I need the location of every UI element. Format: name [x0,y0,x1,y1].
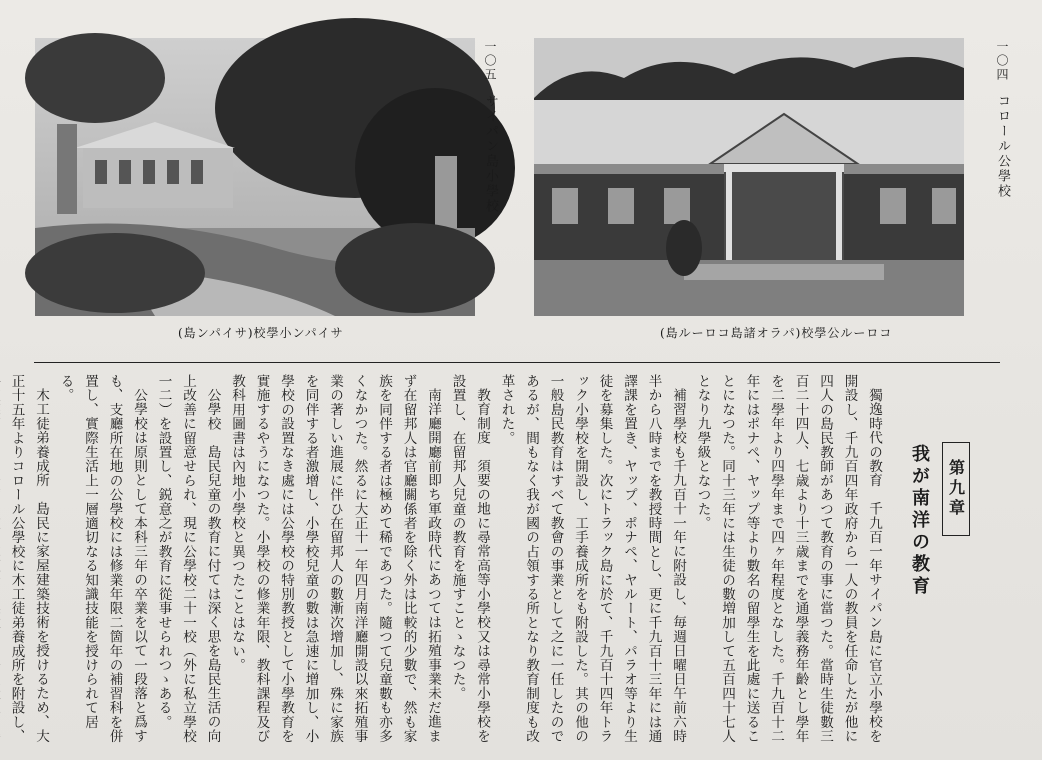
photo-number-105: 一〇五 [483,40,497,82]
paragraph: 木工徒弟養成所 島民に家屋建築技術を授けるため、大正十五年よりコロール公學校に木工徒弟養成所を附設し、 [8,374,49,744]
chapter-title: 我が南洋の教育 [909,444,930,598]
saipan-school-photo [35,38,475,316]
paragraph: 獨逸時代の教育 千九百一年サイパン島に官立小學校を開設し、千九百四年政府から一人の教員を任命したが他に四人の島民教師があつて教育の事に當つた。當時生徒數三百二十四人、七歳より十三歳までを通學義務年齡とし學年を二學年より四學年まで四ヶ年程度となした。千九百十二年にはポナペ、ヤップ等より數名の留學生を此處に送ることになつた。同十三年には生徒の數増加して五百四十七人となり九學級となつた。 [694,374,882,744]
photo-title-koror: コロール公學校 [995,94,1010,199]
photo-title-saipan: サイパン島小學校 [483,94,498,214]
paragraph: 補習學校も千九百十一年に附設し、毎週日曜日午前六時半から八時までを教授時間とし、更に千九百十三年には通譯課を置き、ヤップ、ポナペ、ヤルート、パラオ等より生徒を募集した。次にトラック島に於て、千九百十四年トラック小學校を開設し、工手養成所をも附設した。其の他の一般島民教育はすべて教會の事業として之に一任したのであるが、間もなく我が國の占領する所となり教育制度も改革された。 [498,374,686,744]
chapter-number-box [942,442,970,536]
photo-number-104: 一〇四 [995,40,1009,82]
paragraph: 教育制度 須要の地に尋常高等小學校又は尋常小學校を設置し、在留邦人兒童の教育を施すことゝなつた。 [449,374,490,743]
chapter-number: 第九章 [946,459,966,519]
paragraph: 公學校は原則として本科三年の卒業を以て一段落と爲すも、支廳所在地の公學校には修業年限二箇年の補習科を併置し、實際生活上一層適切なる知識技能を授けられて居る。 [57,374,147,744]
body-text [8,374,886,746]
paragraph: 公學校 島民兒童の教育に付ては深く思を島民生活の向上改善に留意せられ、現に公學校二十一校（外に私立學校一二）を設置し、鋭意之が教育に從事せられつゝある。 [155,374,221,744]
paragraph: 南洋廳開廳前即ち軍政時代にあつては拓殖事業未だ進まず在留邦人は官廳關係者を除く外は比較的少數で、然も家族を同伴する者は極めて稀であつた。隨つて兒童數も亦多くなかつた。然るに大正十一年四月南洋廳開設以來拓殖事業の著しい進展に伴ひ在留邦人の數漸次增加し、殊に家族を同伴する者激增し、小學校兒童の數は急速に增加し、小學校の設置なき處には公學校の特別教授として小學教育を實施するやうになつた。小學校の修業年限、教科課程及び教科用圖書は內地小學校と異つたことはない。 [229,374,441,744]
section-divider [34,362,1000,363]
photo-caption-saipan: (島ンパイサ)校學小ンパイサ [178,326,344,340]
koror-school-photo [534,38,964,316]
photo-caption-koror: (島ルーロコ島諸オラパ)校學公ルーロコ [660,326,893,340]
